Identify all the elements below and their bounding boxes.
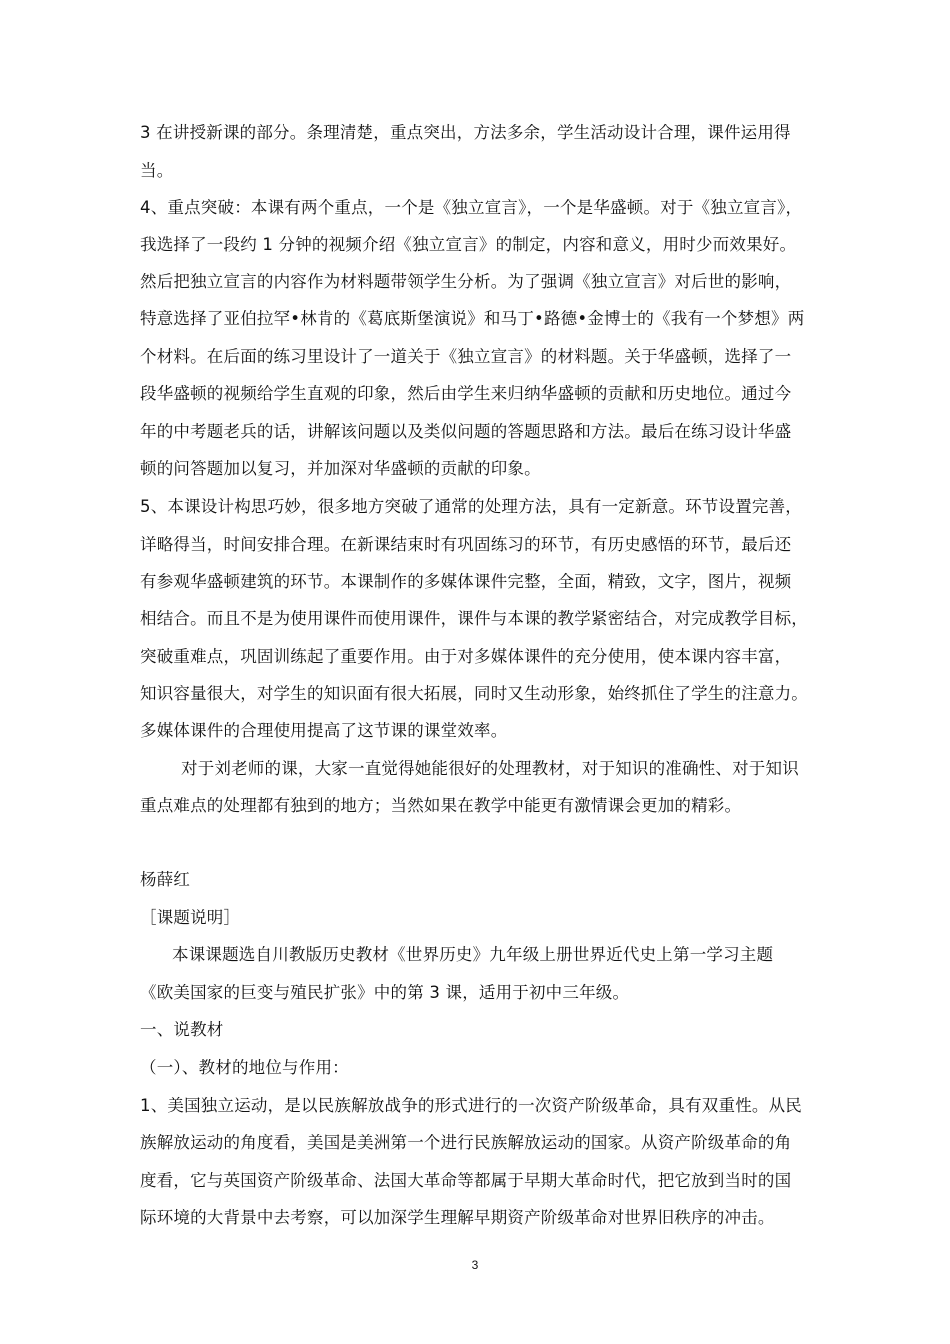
paragraph-5-line-7: 多媒体课件的合理使用提高了这节课的课堂效率。 bbox=[140, 721, 508, 740]
summary-line-2: 重点难点的处理都有独到的地方；当然如果在教学中能更有激情课会更加的精彩。 bbox=[140, 796, 742, 815]
paragraph-4-line-4: 特意选择了亚伯拉罕•林肯的《葛底斯堡演说》和马丁•路德•金博士的《我有一个梦想》两 bbox=[140, 309, 805, 328]
paragraph-3-line-2: 当。 bbox=[140, 161, 174, 180]
paragraph-3-line-1: 3 在讲授新课的部分。条理清楚，重点突出，方法多余，学生活动设计合理，课件运用得 bbox=[140, 123, 791, 142]
paragraph-4-line-2: 我选择了一段约 1 分钟的视频介绍《独立宣言》的制定，内容和意义，用时少而效果好。 bbox=[140, 235, 797, 254]
paragraph-5-line-5: 突破重难点，巩固训练起了重要作用。由于对多媒体课件的充分使用，使本课内容丰富， bbox=[140, 647, 792, 666]
paragraph-5-line-2: 详略得当，时间安排合理。在新课结束时有巩固练习的环节，有历史感悟的环节，最后还 bbox=[140, 535, 792, 554]
intro-line-1: 本课课题选自川教版历史教材《世界历史》九年级上册世界近代史上第一学习主题 bbox=[172, 945, 774, 964]
summary-line-1: 对于刘老师的课，大家一直觉得她能很好的处理教材，对于知识的准确性、对于知识 bbox=[181, 759, 799, 778]
intro-line-2: 《欧美国家的巨变与殖民扩张》中的第 3 课，适用于初中三年级。 bbox=[140, 983, 630, 1002]
paragraph-4-line-8: 顿的问答题加以复习，并加深对华盛顿的贡献的印象。 bbox=[140, 459, 541, 478]
paragraph-4-line-7: 年的中考题老兵的话，讲解该问题以及类似问题的答题思路和方法。最后在练习设计华盛 bbox=[140, 422, 792, 441]
paragraph-last-line-1: 1、美国独立运动，是以民族解放战争的形式进行的一次资产阶级革命，具有双重性。从民 bbox=[140, 1096, 802, 1115]
paragraph-5-line-6: 知识容量很大，对学生的知识面有很大拓展，同时又生动形象，始终抓住了学生的注意力。 bbox=[140, 684, 808, 703]
paragraph-4-line-5: 个材料。在后面的练习里设计了一道关于《独立宣言》的材料题。关于华盛顿，选择了一 bbox=[140, 347, 792, 366]
paragraph-5-line-4: 相结合。而且不是为使用课件而使用课件，课件与本课的教学紧密结合，对完成教学目标， bbox=[140, 609, 808, 628]
paragraph-4-line-3: 然后把独立宣言的内容作为材料题带领学生分析。为了强调《独立宣言》对后世的影响， bbox=[140, 272, 792, 291]
paragraph-last-line-3: 度看，它与英国资产阶级革命、法国大革命等都属于早期大革命时代，把它放到当时的国 bbox=[140, 1171, 792, 1190]
paragraph-4-line-6: 段华盛顿的视频给学生直观的印象，然后由学生来归纳华盛顿的贡献和历史地位。通过今 bbox=[140, 384, 792, 403]
heading-1: 一、说教材 bbox=[140, 1020, 224, 1039]
section-heading: ［课题说明］ bbox=[140, 908, 241, 927]
paragraph-4-line-1: 4、重点突破：本课有两个重点，一个是《独立宣言》，一个是华盛顿。对于《独立宣言》， bbox=[140, 198, 803, 217]
paragraph-5-line-3: 有参观华盛顿建筑的环节。本课制作的多媒体课件完整，全面，精致，文字，图片，视频 bbox=[140, 572, 792, 591]
page-number: 3 bbox=[471, 1258, 479, 1272]
heading-1-1: （一）、教材的地位与作用： bbox=[140, 1058, 349, 1077]
paragraph-last-line-4: 际环境的大背景中去考察，可以加深学生理解早期资产阶级革命对世界旧秩序的冲击。 bbox=[140, 1208, 775, 1227]
paragraph-5-line-1: 5、本课设计构思巧妙，很多地方突破了通常的处理方法，具有一定新意。环节设置完善， bbox=[140, 497, 802, 516]
paragraph-last-line-2: 族解放运动的角度看，美国是美洲第一个进行民族解放运动的国家。从资产阶级革命的角 bbox=[140, 1133, 792, 1152]
author-name: 杨薛红 bbox=[140, 870, 191, 889]
